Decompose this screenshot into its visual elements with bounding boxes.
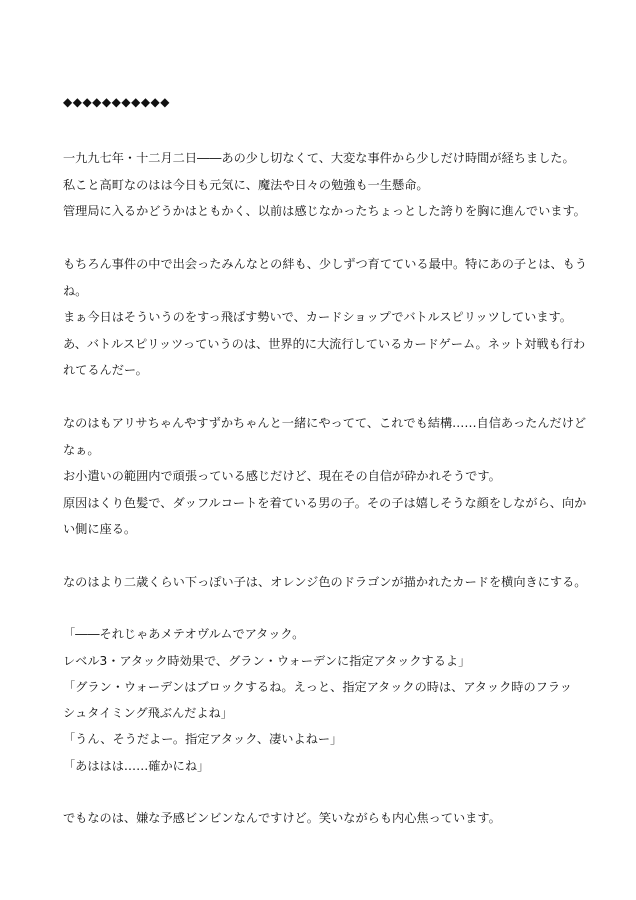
text-line-18: シュタイミング飛ぶんだよね」 (63, 706, 233, 720)
text-line-1: 一九九七年・十二月二日――あの少し切なくて、大変な事件から少しだけ時間が経ちました。 (63, 151, 575, 165)
text-line-12: 原因はくり色髪で、ダッフルコートを着ている男の子。その子は嬉しそうな顔をしながら、向か (63, 496, 587, 510)
text-line-6: まぁ今日はそういうのをすっ飛ばす勢いで、カードショップでバトルスピリッツしています。 (63, 310, 572, 324)
text-line-10: なぁ。 (63, 443, 100, 457)
text-line-4: もちろん事件の中で出会ったみんなとの絆も、少しずつ育てている最中。特にあの子とは、もう (63, 257, 588, 271)
text-line-13: い側に座る。 (63, 522, 137, 536)
text-line-11: お小遣いの範囲内で頑張っている感じだけど、現在その自信が砕かれそうです。 (63, 469, 501, 483)
section-divider: ◆◆◆◆◆◆◆◆◆◆◆ (63, 95, 171, 109)
text-line-7: あ、バトルスピリッツっていうのは、世界的に大流行しているカードゲーム。ネット対戦も行わ (63, 337, 586, 351)
text-line-5: ね。 (63, 284, 88, 298)
text-line-21: でもなのは、嫌な予感ビンビンなんですけど。笑いながらも内心焦っています。 (63, 811, 501, 825)
text-line-15: 「――それじゃあメテオヴルムでアタック。 (63, 627, 305, 641)
text-line-14: なのはより二歳くらい下っぽい子は、オレンジ色のドラゴンが描かれたカードを横向きにする。 (63, 575, 587, 589)
text-line-16: レベル3・アタック時効果で、グラン・ウォーデンに指定アタックするよ」 (63, 654, 471, 668)
text-line-19: 「うん、そうだよー。指定アタック、凄いよねー」 (63, 732, 343, 746)
text-line-9: なのはもアリサちゃんやすずかちゃんと一緒にやってて、これでも結構……自信あったんだけど (63, 416, 587, 430)
text-line-3: 管理局に入るかどうかはともかく、以前は感じなかったちょっとした誇りを胸に進んでいます。 (63, 204, 586, 218)
text-line-8: れてるんだー。 (63, 363, 148, 377)
text-line-20: 「あははは……確かにね」 (63, 759, 210, 773)
text-line-17: 「グラン・ウォーデンはブロックするね。えっと、指定アタックの時は、アタック時のフラッ (63, 680, 572, 694)
text-line-2: 私こと高町なのはは今日も元気に、魔法や日々の勉強も一生懸命。 (63, 178, 429, 192)
